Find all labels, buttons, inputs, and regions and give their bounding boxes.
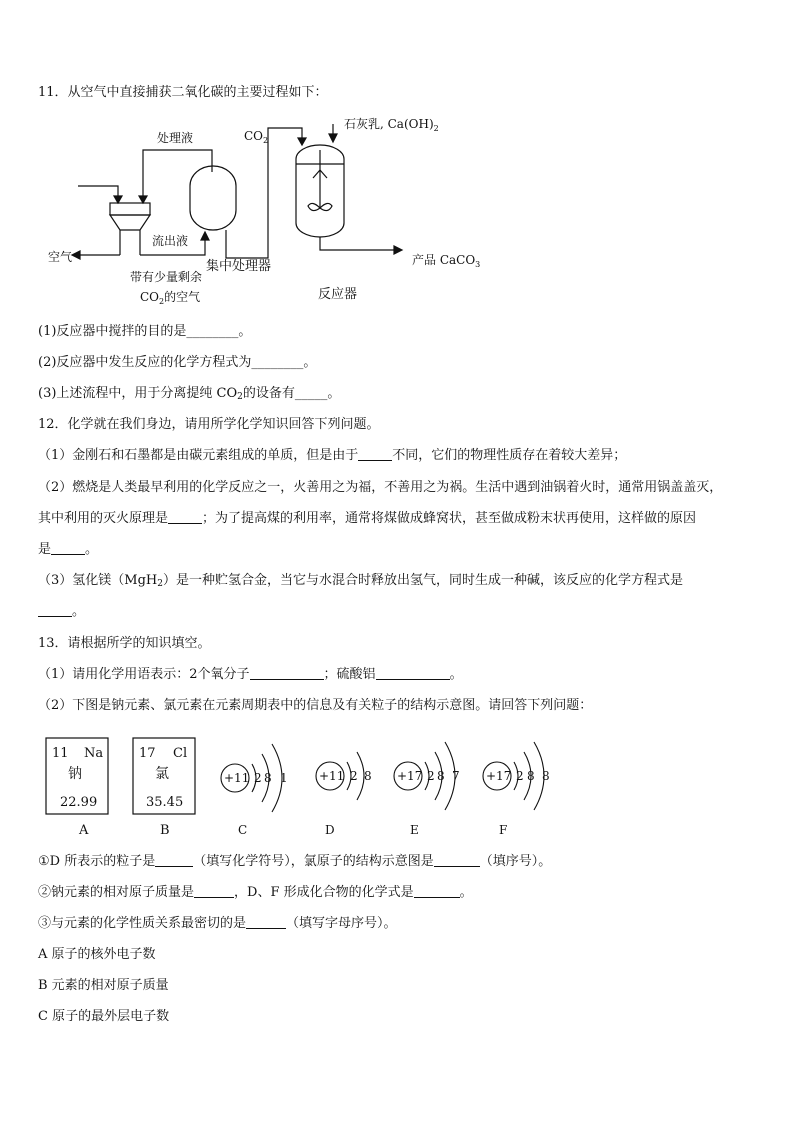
answer-blank[interactable]	[414, 883, 460, 898]
air-out-arrowhead	[72, 251, 80, 259]
q12-part2-line2: 其中利用的灭火原理是 ；为了提高煤的利用率，通常将煤做成蜂窝状，甚至做成粉末状再使用，这样做的原因	[38, 511, 697, 526]
treatment-liquid-label: 处理液	[157, 131, 194, 145]
q13-part2: （2）下图是钠元素、氯元素在元素周期表中的信息及有关粒子的结构示意图。请回答下列问题：	[38, 698, 593, 713]
answer-blank[interactable]	[246, 914, 286, 929]
q13-part1: （1）请用化学用语表示：2个氧分子 ；硫酸铝 。	[38, 667, 463, 682]
atom-e-electron-2: 8	[437, 769, 445, 783]
answer-blank[interactable]	[194, 883, 234, 898]
card-a-mass: 22.99	[60, 795, 98, 810]
air-input-line	[78, 186, 118, 198]
absorber-funnel-body	[110, 215, 150, 230]
absorber-funnel-top	[110, 203, 150, 215]
atom-c-nucleus: +11	[224, 771, 250, 785]
atom-d-electron-1: 2	[350, 769, 358, 783]
product-arrowhead	[394, 246, 402, 254]
label-a: A	[79, 823, 89, 838]
outflow-label: 流出液	[152, 234, 189, 248]
q13-option-a: A 原子的核外电子数	[38, 947, 156, 962]
atom-f-nucleus: +17	[486, 769, 512, 783]
atom-c-electron-2: 8	[264, 771, 272, 785]
q13-sub3: ③与元素的化学性质关系最密切的是 （填写字母序号）。	[38, 916, 397, 931]
label-b: B	[160, 823, 170, 838]
treatment-liquid-arrowhead	[139, 196, 147, 203]
co2-arrowhead	[298, 138, 306, 145]
limemilk-arrowhead	[329, 134, 337, 142]
concentrator-vessel	[190, 166, 236, 230]
q11-title: 11．从空气中直接捕获二氧化碳的主要过程如下：	[38, 85, 328, 100]
co2-label: $CO_2$	[244, 129, 269, 145]
label-d: D	[325, 823, 335, 837]
answer-blank[interactable]	[358, 446, 392, 461]
card-b-name: 氯	[155, 766, 169, 782]
q13-title: 13．请根据所学的知识填空。	[38, 636, 211, 651]
card-b-symbol: Cl	[173, 746, 188, 761]
answer-blank[interactable]	[51, 540, 85, 555]
residual-air-label-1: 带有少量剩余	[130, 270, 203, 284]
label-c: C	[238, 823, 248, 837]
air-input-arrowhead	[114, 196, 122, 203]
atom-d-electron-2: 8	[364, 769, 372, 783]
atom-e-electron-1: 2	[427, 769, 435, 783]
atom-c-electron-1: 2	[254, 771, 262, 785]
q13-sub2: ②钠元素的相对原子质量是 ，D、F 形成化合物的化学式是 。	[38, 885, 473, 900]
residual-air-label-2: $CO_2$的空气	[140, 290, 201, 306]
answer-blank[interactable]	[434, 852, 480, 867]
treatment-liquid-line	[143, 150, 212, 198]
q12-part2-line1: （2）燃烧是人类最早利用的化学反应之一，火善用之为福，不善用之为祸。生活中遇到油锅着火时，通常用锅盖盖灭，	[38, 480, 723, 495]
product-line	[320, 237, 396, 250]
reactor-label: 反应器	[318, 287, 358, 302]
card-a-name: 钠	[68, 766, 82, 782]
q13-option-c: C 原子的最外层电子数	[38, 1009, 170, 1024]
answer-blank[interactable]	[168, 509, 202, 524]
q13-option-b: B 元素的相对原子质量	[38, 978, 169, 993]
limemilk-label: 石灰乳, $Ca(OH)_2$	[344, 117, 439, 133]
concentrator-label: 集中处理器	[206, 259, 272, 274]
atom-e-nucleus: +17	[397, 769, 423, 783]
card-a-symbol: Na	[84, 746, 104, 761]
atom-c-electron-3: 1	[280, 771, 288, 785]
atom-d-nucleus: +11	[319, 769, 345, 783]
atom-e-electron-3: 7	[452, 769, 460, 783]
q13-sub1: ①D 所表示的粒子是 （填写化学符号），氯原子的结构示意图是 （填序号）。	[38, 854, 552, 869]
answer-blank[interactable]	[250, 665, 324, 680]
outflow-arrowhead	[201, 232, 209, 240]
q12-part1: （1）金刚石和石墨都是由碳元素组成的单质，但是由于 不同，它们的物理性质存在着较大差异；	[38, 448, 627, 463]
atom-f-electron-2: 8	[527, 769, 535, 783]
co2-capture-flow-diagram	[0, 110, 794, 310]
card-b-number: 17	[139, 746, 156, 761]
product-label: 产品 CaCO$_3$	[412, 253, 481, 269]
q12-title: 12．化学就在我们身边，请用所学化学知识回答下列问题。	[38, 417, 380, 432]
q12-part3-line2: 。	[38, 602, 85, 622]
air-label: 空气	[48, 250, 73, 264]
answer-blank[interactable]	[376, 665, 450, 680]
q12-part3: （3）氢化镁（MgH$_2$）是一种贮氢合金，当它与水混合时释放出氢气，同时生成一种碱，该反应的化学方程式是	[38, 573, 683, 589]
element-cards-and-atom-diagrams	[0, 730, 794, 845]
atom-f-electron-1: 2	[516, 769, 524, 783]
co2-line	[226, 128, 302, 258]
q11-part3: (3)上述流程中，用于分离提纯 $CO_2$的设备有_____。	[38, 386, 341, 402]
card-a-number: 11	[52, 746, 69, 761]
card-b-mass: 35.45	[146, 795, 184, 810]
q12-part2-line3: 是 。	[38, 542, 99, 557]
q11-part1: (1)反应器中搅拌的目的是________。	[38, 324, 252, 339]
answer-blank[interactable]	[38, 602, 72, 617]
q11-part2: (2)反应器中发生反应的化学方程式为________。	[38, 355, 317, 370]
atom-f-electron-3: 8	[542, 769, 550, 783]
answer-blank[interactable]	[155, 852, 193, 867]
label-f: F	[499, 823, 508, 837]
label-e: E	[410, 823, 419, 837]
